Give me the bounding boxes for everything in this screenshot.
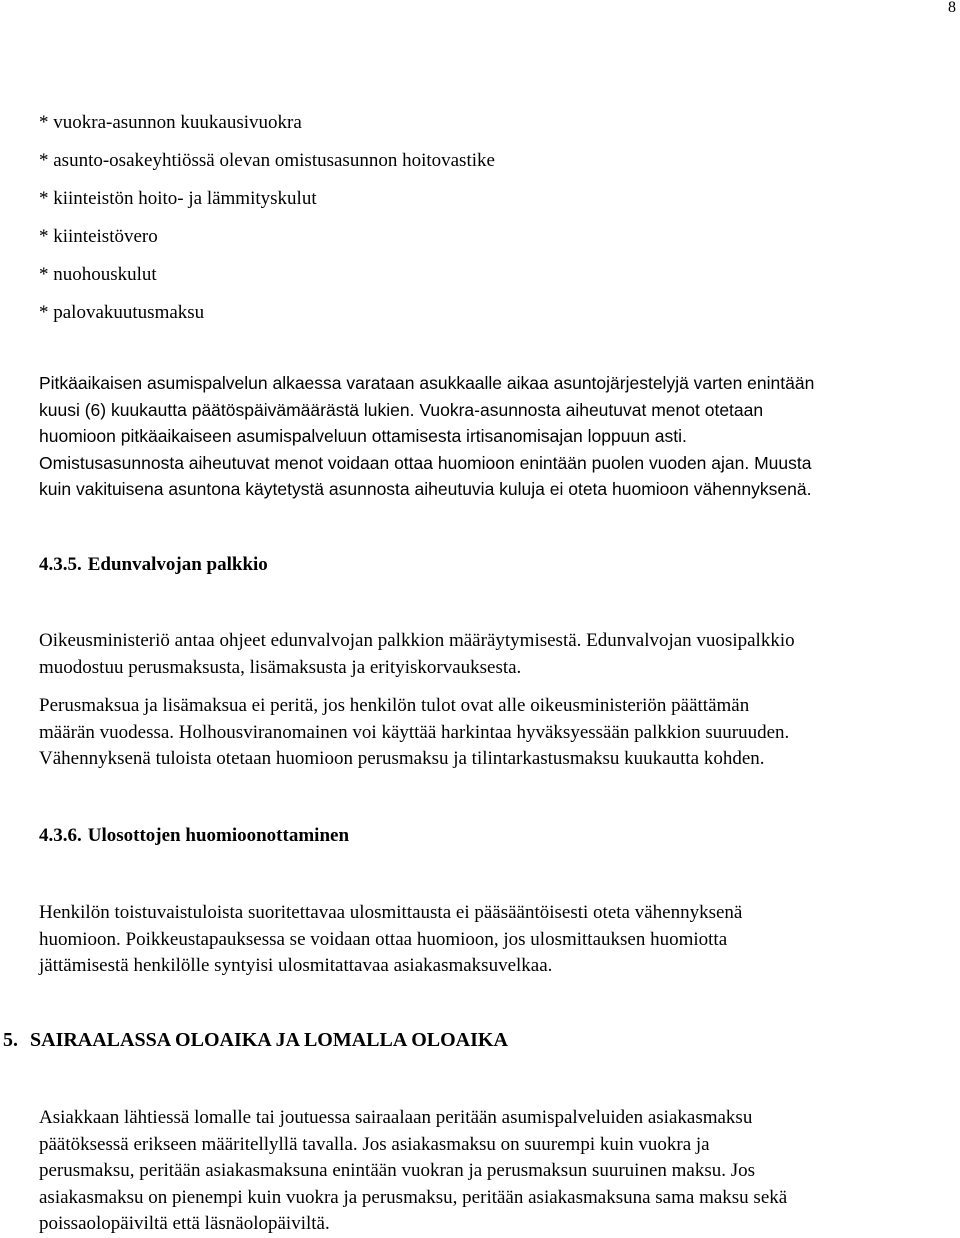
text-line: Omistusasunnosta aiheutuvat menot voidaan ottaa huomioon enintään puolen vuoden ajan. Muusta	[39, 452, 812, 473]
section-title: SAIRAALASSA OLOAIKA JA LOMALLA OLOAIKA	[30, 1029, 508, 1051]
section-title: Edunvalvojan palkkio	[87, 554, 268, 575]
section-heading-4-3-5	[39, 554, 268, 576]
text-line: päätöksessä erikseen määritellyllä tavalla. Jos asiakasmaksu on suurempi kuin vuokra ja	[39, 1133, 710, 1155]
list-item: * kiinteistövero	[39, 226, 158, 247]
section-heading-5	[3, 1029, 508, 1052]
section-number: 5.	[3, 1029, 18, 1051]
fee-paragraph-2	[39, 693, 959, 773]
page-number: 8	[948, 0, 956, 16]
text-line: kuusi (6) kuukautta päätöspäivämäärästä lukien. Vuokra-asunnosta aiheutuvat menot otetaan	[39, 399, 764, 420]
list-item: * vuokra-asunnon kuukausivuokra	[39, 112, 302, 133]
text-line: poissaolopäiviltä että läsnäolopäiviltä.	[39, 1213, 330, 1234]
text-line: muodostuu perusmaksusta, lisämaksusta ja erityiskorvauksesta.	[39, 656, 522, 678]
list-item: * kiinteistön hoito- ja lämmityskulut	[39, 188, 317, 209]
text-line: huomioon. Poikkeustapauksessa se voidaan ottaa huomioon, jos ulosmittauksen huomiotta	[39, 928, 728, 950]
text-line: Asiakkaan lähtiessä lomalle tai joutuessa sairaalaan peritään asumispalveluiden asiakasmaksu	[39, 1107, 753, 1128]
text-line: Perusmaksua ja lisämaksua ei peritä, jos henkilön tulot ovat alle oikeusministeriön päättämän	[39, 695, 750, 716]
text-line: Henkilön toistuvaistuloista suoritettavaa ulosmittausta ei pääsääntöisesti oteta vähennyksenä	[39, 902, 743, 923]
section-title: Ulosottojen huomioonottaminen	[87, 825, 350, 846]
text-line: Vähennyksenä tuloista otetaan huomioon perusmaksu ja tilintarkastusmaksu kuukautta kohden.	[39, 748, 765, 769]
list-item: * nuohouskulut	[39, 264, 157, 285]
absence-paragraph	[39, 1105, 959, 1238]
fee-paragraph-1	[39, 628, 959, 681]
garnishment-paragraph	[39, 900, 959, 980]
section-number: 4.3.6.	[39, 825, 82, 846]
list-item: * palovakuutusmaksu	[39, 302, 205, 323]
text-line: jättämisestä henkilölle syntyisi ulosmitattavaa asiakasmaksuvelkaa.	[39, 955, 553, 976]
text-line: asiakasmaksu on pienempi kuin vuokra ja perusmaksu, peritään asiakasmaksuna sama maksu sekä	[39, 1186, 788, 1208]
text-line: määrän vuodessa. Holhousviranomainen voi käyttää harkintaa hyväksyessään palkkion suuruuden.	[39, 721, 790, 743]
text-line: Pitkäaikaisen asumispalvelun alkaessa varataan asukkaalle aikaa asuntojärjestelyjä varten enintään	[39, 373, 815, 393]
housing-cost-list	[39, 104, 495, 332]
text-line: kuin vakituisena asuntona käytetystä asunnosta aiheutuvia kuluja ei oteta huomioon vähennyksenä.	[39, 479, 812, 499]
list-item: * asunto-osakeyhtiössä olevan omistusasunnon hoitovastike	[39, 150, 495, 171]
text-line: perusmaksu, peritään asiakasmaksuna enintään vuokran ja perusmaksun suuruinen maksu. Jos	[39, 1160, 756, 1181]
text-line: huomioon pitkäaikaiseen asumispalveluun ottamisesta irtisanomisajan loppuun asti.	[39, 426, 687, 446]
housing-paragraph	[39, 370, 959, 503]
text-line: Oikeusministeriö antaa ohjeet edunvalvojan palkkion määräytymisestä. Edunvalvojan vuosipalkkio	[39, 630, 795, 651]
section-number: 4.3.5.	[39, 554, 82, 575]
section-heading-4-3-6	[39, 825, 349, 847]
